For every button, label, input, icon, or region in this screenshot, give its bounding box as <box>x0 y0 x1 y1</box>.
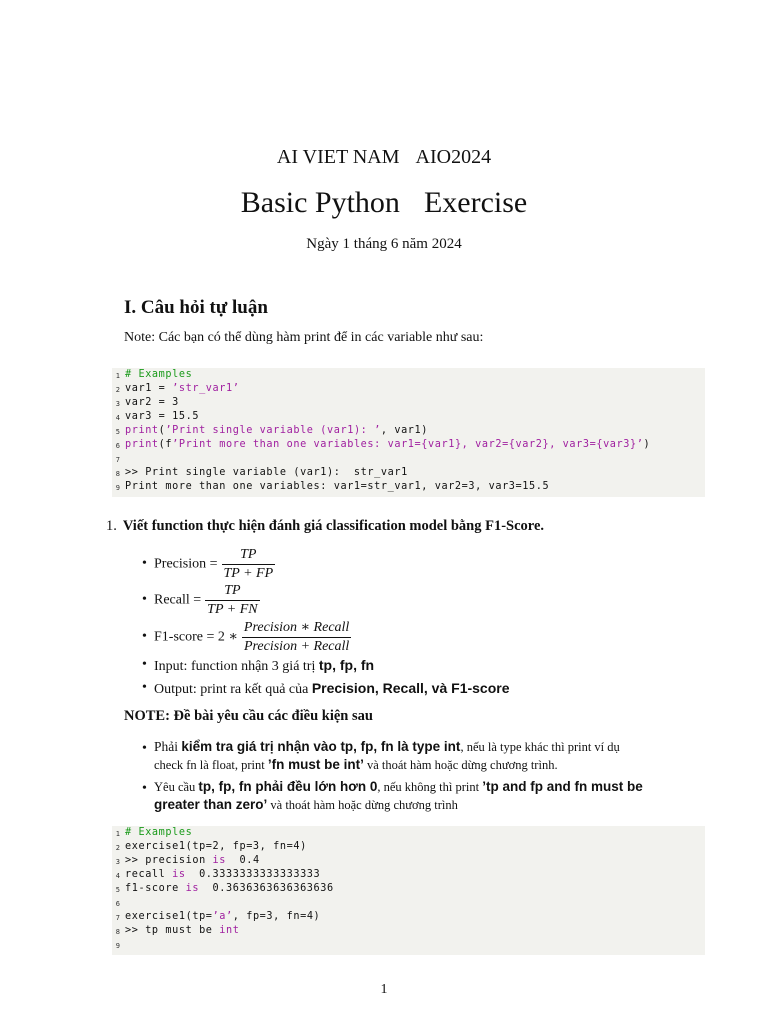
line-number: 7 <box>115 914 120 922</box>
question-text: Viết function thực hiện đánh giá classification model bằng F1-Score. <box>122 518 545 534</box>
code-token: (f <box>158 439 173 450</box>
bold-text: greater than zero’ <box>154 797 268 812</box>
code-line <box>125 425 428 436</box>
code-token: >> precision <box>125 855 213 866</box>
denominator: TP + FP <box>223 566 274 581</box>
code-token: 0.3333333333333333 <box>185 869 321 880</box>
code-line: Print more than one variables: var1=str_var1, var2=3, var3=15.5 <box>125 481 550 492</box>
code-line <box>125 869 320 880</box>
code-line: # Examples <box>125 369 193 380</box>
line-number: 7 <box>115 456 120 464</box>
precision-fraction <box>222 546 276 583</box>
title-right: Exercise <box>423 186 528 219</box>
code-token: recall <box>125 869 173 880</box>
code-line <box>125 439 650 450</box>
precision-label: Precision = <box>154 556 218 572</box>
code-token: var1 = <box>125 383 173 394</box>
text: và thoát hàm hoặc dừng chương trình. <box>363 758 558 772</box>
code-token: ( <box>158 425 166 436</box>
code-keyword: print <box>125 439 159 450</box>
bullet-dot: • <box>142 592 147 607</box>
recall-fraction <box>205 582 259 619</box>
section-note: Note: Các bạn có thể dùng hàm print để in các variable như sau: <box>124 330 484 345</box>
numerator: TP <box>222 546 276 565</box>
output-text: Output: print ra kết quả của <box>154 682 312 697</box>
code-line: var3 = 15.5 <box>125 411 200 422</box>
line-number: 8 <box>115 928 120 936</box>
line-number: 9 <box>115 942 120 950</box>
code-keyword: print <box>125 425 159 436</box>
line-number: 4 <box>115 414 120 422</box>
text: và thoát hàm hoặc dừng chương trình <box>267 798 458 812</box>
code-line <box>125 855 260 866</box>
page-number: 1 <box>380 982 388 997</box>
section-title: I. Câu hỏi tự luận <box>124 297 268 318</box>
f1-label: F1-score = 2 ∗ <box>154 629 238 645</box>
document-title <box>0 186 768 220</box>
bold-text: ’tp and fp and fn must be <box>482 779 643 794</box>
code-string: ’str_var1’ <box>172 383 240 394</box>
bold-text: kiểm tra giá trị nhận vào tp, fp, fn là type int <box>181 739 461 754</box>
code-string: ’Print more than one variables: var1={var1}, var2={var2}, var3={var3}’ <box>172 439 644 450</box>
f1-fraction <box>242 619 351 656</box>
text: , nếu là type khác thì print ví dụ <box>460 740 620 754</box>
numerator: Precision ∗ Recall <box>242 619 351 638</box>
text: , nếu không thì print <box>377 780 483 794</box>
text: Phải <box>154 739 182 754</box>
bullet-dot: • <box>142 657 147 672</box>
header-org-line <box>0 146 768 169</box>
code-keyword: is <box>172 869 186 880</box>
line-number: 4 <box>115 872 120 880</box>
output-bold: Precision, Recall, và F1-score <box>311 680 510 696</box>
code-token: f1-score <box>125 883 186 894</box>
code-keyword: is <box>185 883 200 894</box>
code-token: ) <box>643 439 651 450</box>
bullet-dot: • <box>142 741 147 756</box>
code-token: >> tp must be <box>125 925 220 936</box>
title-left: Basic Python <box>240 186 400 219</box>
bold-text: tp, fp, fn phải đều lớn hơn 0 <box>198 779 378 794</box>
line-number: 1 <box>115 830 120 838</box>
line-number: 3 <box>115 400 120 408</box>
code-block-1 <box>112 368 705 497</box>
text: Yêu cầu <box>154 780 199 794</box>
code-line: exercise1(tp=2, fp=3, fn=4) <box>125 841 307 852</box>
code-block-2 <box>112 826 705 955</box>
bullet-dot: • <box>142 556 147 571</box>
numerator: TP <box>205 582 259 601</box>
code-string: ’a’ <box>212 911 233 922</box>
bold-text: ’fn must be int’ <box>267 757 364 772</box>
code-line <box>125 925 239 936</box>
code-line: # Examples <box>125 827 193 838</box>
code-keyword: int <box>219 925 240 936</box>
line-number: 9 <box>115 484 120 492</box>
note-bullet-1 <box>154 738 706 774</box>
line-number: 6 <box>115 900 120 908</box>
line-number: 2 <box>115 844 120 852</box>
input-bold: tp, fp, fn <box>318 657 375 673</box>
org-name: AI VIET NAM <box>276 146 400 168</box>
denominator: Precision + Recall <box>243 639 350 654</box>
bullet-dot: • <box>142 680 147 695</box>
text: check fn là float, print <box>154 758 268 772</box>
question-1-title <box>106 518 544 535</box>
code-line: >> Print single variable (var1): str_var1 <box>125 467 408 478</box>
input-text: Input: function nhận 3 giá trị <box>154 659 319 674</box>
code-line: var2 = 3 <box>125 397 179 408</box>
line-number: 8 <box>115 470 120 478</box>
note-bullet-2 <box>154 778 706 814</box>
line-number: 1 <box>115 372 120 380</box>
code-token: , fp=3, fn=4) <box>232 911 321 922</box>
line-number: 6 <box>115 442 120 450</box>
recall-label: Recall = <box>154 592 202 608</box>
line-number: 5 <box>115 428 120 436</box>
code-token: 0.3636363636363636 <box>199 883 334 894</box>
code-token: , var1) <box>380 425 429 436</box>
question-number: 1. <box>106 518 117 534</box>
code-token: 0.4 <box>226 855 260 866</box>
line-number: 5 <box>115 886 120 894</box>
line-number: 2 <box>115 386 120 394</box>
bullet-dot: • <box>142 629 147 644</box>
note-heading: NOTE: Đề bài yêu cầu các điều kiện sau <box>124 708 373 724</box>
course-code: AIO2024 <box>415 146 492 168</box>
code-token: exercise1(tp= <box>125 911 213 922</box>
code-line <box>125 911 320 922</box>
bullet-dot: • <box>142 781 147 796</box>
code-keyword: is <box>212 855 227 866</box>
code-string: ’Print single variable (var1): ’ <box>165 425 381 436</box>
code-line <box>125 383 239 394</box>
line-number: 3 <box>115 858 120 866</box>
document-date: Ngày 1 tháng 6 năm 2024 <box>306 236 462 252</box>
denominator: TP + FN <box>207 602 258 617</box>
code-line <box>125 883 334 894</box>
